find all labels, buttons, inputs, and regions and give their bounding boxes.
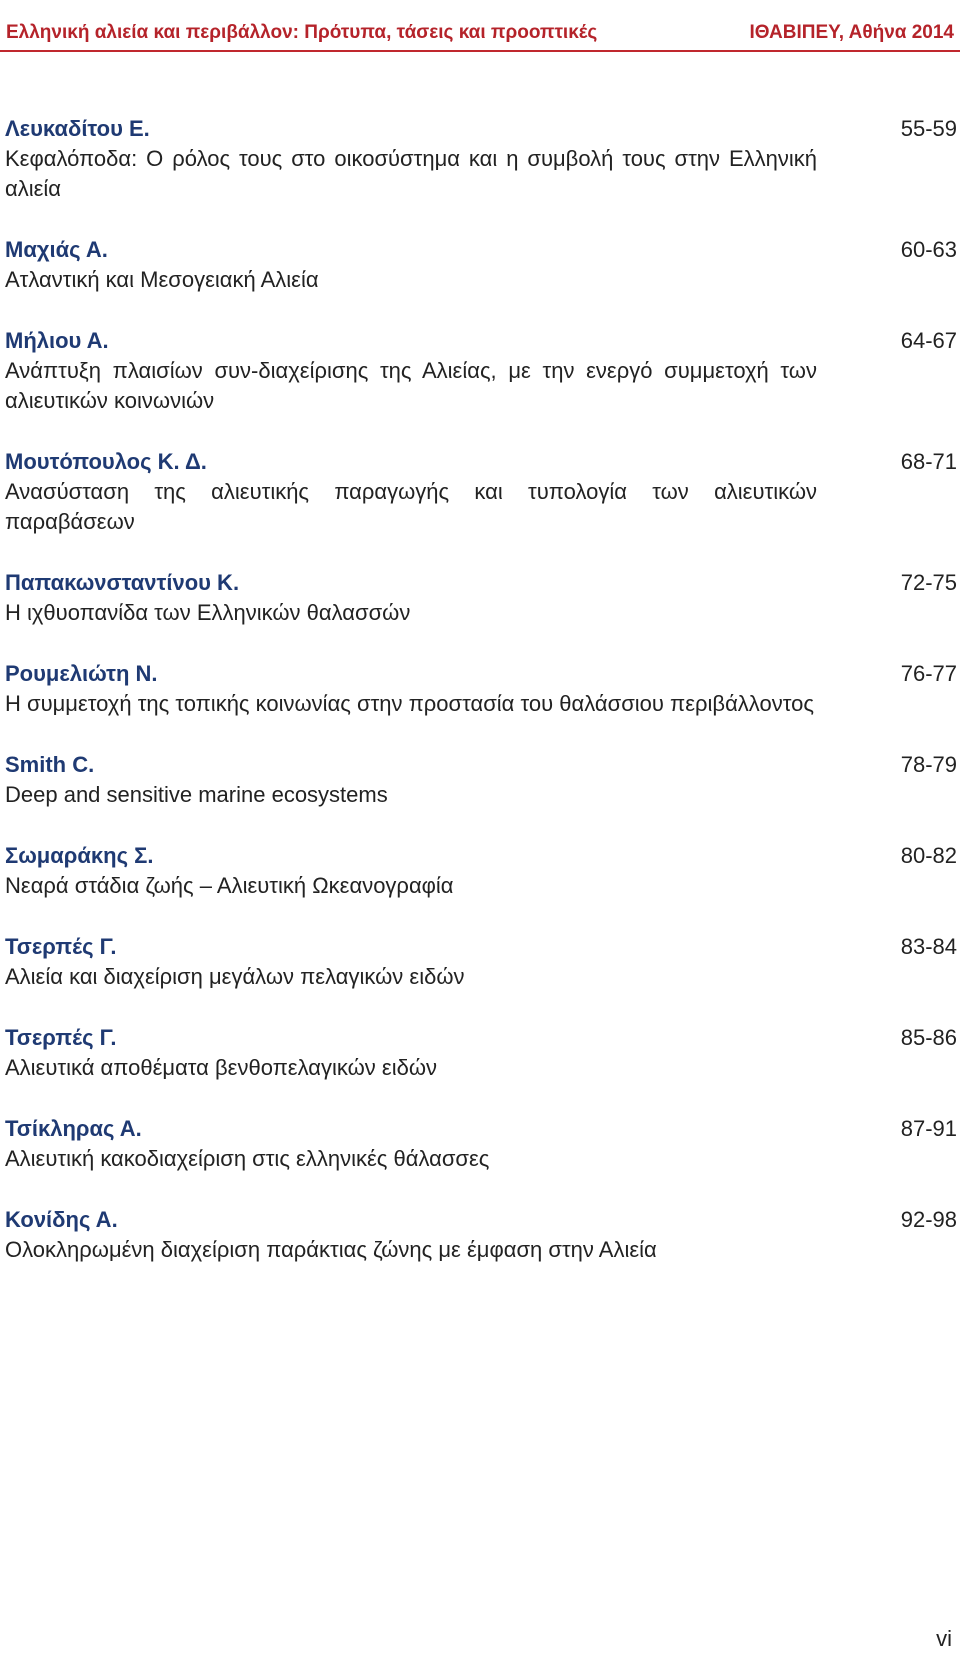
entry-pages: 72-75 <box>900 570 957 595</box>
entry-pages: 87-91 <box>900 1116 957 1141</box>
entry-title: Deep and sensitive marine ecosystems <box>5 782 388 807</box>
entry-author: Ρουμελιώτη Ν. <box>5 661 158 686</box>
entry-author: Παπακωνσταντίνου Κ. <box>5 570 240 595</box>
toc-entry <box>0 1114 960 1174</box>
running-header <box>0 0 960 52</box>
entry-author: Σωμαράκης Σ. <box>5 843 154 868</box>
entry-title: Η ιχθυοπανίδα των Ελληνικών θαλασσών <box>5 600 411 625</box>
toc-entry <box>0 326 960 416</box>
toc-entry <box>0 447 960 537</box>
entry-author: Μαχιάς Α. <box>5 237 108 262</box>
header-book-title: Ελληνική αλιεία και περιβάλλον: Πρότυπα, τάσεις και προοπτικές <box>6 22 598 43</box>
entry-author: Τσερπές Γ. <box>5 1025 117 1050</box>
entry-author: Μήλιου Α. <box>5 328 109 353</box>
entry-pages: 68-71 <box>900 449 957 474</box>
toc-entry <box>0 1023 960 1083</box>
entry-author: Μουτόπουλος Κ. Δ. <box>5 449 207 474</box>
entry-title: Ανασύσταση της αλιευτικής παραγωγής και τυπολογία των αλιευτικών παραβάσεων <box>5 479 817 534</box>
entry-pages: 85-86 <box>900 1025 957 1050</box>
entry-title: Κεφαλόποδα: Ο ρόλος τους στο οικοσύστημα και η συμβολή τους στην Ελληνική αλιεία <box>5 146 817 201</box>
toc-entry <box>0 235 960 295</box>
toc-entry <box>0 568 960 628</box>
entry-title: Αλιευτικά αποθέματα βενθοπελαγικών ειδών <box>5 1055 438 1080</box>
toc-entry <box>0 1205 960 1265</box>
entry-author: Smith C. <box>5 752 95 777</box>
entry-author: Τσίκληρας Α. <box>5 1116 142 1141</box>
entry-pages: 76-77 <box>900 661 957 686</box>
entry-pages: 78-79 <box>900 752 957 777</box>
entry-author: Λευκαδίτου Ε. <box>5 116 150 141</box>
entry-pages: 80-82 <box>900 843 957 868</box>
entry-title: Η συμμετοχή της τοπικής κοινωνίας στην προστασία του θαλάσσιου περιβάλλοντος <box>5 691 814 716</box>
entry-title: Αλιευτική κακοδιαχείριση στις ελληνικές θάλασσες <box>5 1146 490 1171</box>
entry-pages: 55-59 <box>900 116 957 141</box>
entry-pages: 92-98 <box>900 1207 957 1232</box>
toc-entry <box>0 114 960 204</box>
entry-title: Ολοκληρωμένη διαχείριση παράκτιας ζώνης με έμφαση στην Αλιεία <box>5 1237 657 1262</box>
entry-pages: 64-67 <box>900 328 957 353</box>
toc-entry <box>0 750 960 810</box>
page-number: vi <box>936 1626 952 1651</box>
header-publisher: ΙΘΑΒΙΠΕΥ, Αθήνα 2014 <box>749 22 954 43</box>
entry-pages: 83-84 <box>900 934 957 959</box>
toc-entry <box>0 932 960 992</box>
entry-title: Ανάπτυξη πλαισίων συν-διαχείρισης της Αλιείας, με την ενεργό συμμετοχή των αλιευτικών κοινωνιών <box>5 358 817 413</box>
table-of-contents <box>0 114 960 1296</box>
entry-pages: 60-63 <box>900 237 957 262</box>
entry-title: Νεαρά στάδια ζωής – Αλιευτική Ωκεανογραφία <box>5 873 454 898</box>
toc-entry <box>0 659 960 719</box>
entry-author: Κονίδης Α. <box>5 1207 118 1232</box>
toc-entry <box>0 841 960 901</box>
entry-title: Ατλαντική και Μεσογειακή Αλιεία <box>5 267 319 292</box>
entry-title: Αλιεία και διαχείριση μεγάλων πελαγικών ειδών <box>5 964 465 989</box>
entry-author: Τσερπές Γ. <box>5 934 117 959</box>
